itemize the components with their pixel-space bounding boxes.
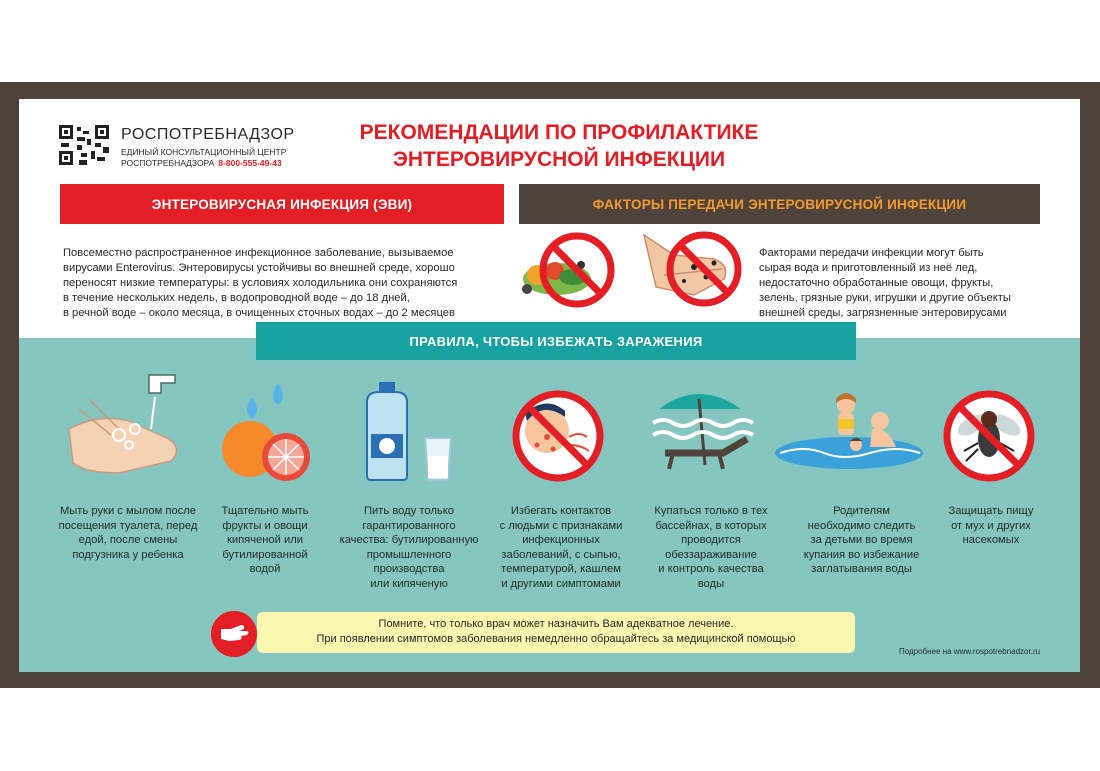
rule-item-flies bbox=[931, 504, 1051, 548]
org-phone: 8-800-555-49-43 bbox=[218, 158, 282, 168]
evi-line: Повсеместно распространенное инфекционное заболевание, вызываемое bbox=[63, 247, 454, 259]
rule-item-hands bbox=[43, 504, 213, 562]
org-name: РОСПОТРЕБНАДЗОР bbox=[121, 126, 295, 143]
factors-line: зелень, грязные руки, игрушки и другие объекты bbox=[759, 292, 1011, 304]
qr-code-icon bbox=[59, 125, 109, 165]
rule-line: водой bbox=[249, 563, 281, 575]
rule-line: и другими симптомами bbox=[501, 577, 621, 590]
factors-line: недостаточно обработанные овощи, фрукты, bbox=[759, 277, 994, 289]
rule-item-fruits bbox=[199, 504, 331, 577]
factors-description bbox=[759, 246, 1059, 321]
rule-line: инфекционных bbox=[522, 534, 600, 546]
rule-line: промышленного bbox=[366, 548, 452, 561]
rule-line: от мух и других bbox=[951, 519, 1031, 532]
rule-line: с людьми с признаками bbox=[499, 519, 623, 532]
rule-line: Тщательно мыть bbox=[221, 505, 309, 517]
poster bbox=[19, 99, 1080, 672]
rule-line: температурой, кашлем bbox=[501, 563, 621, 575]
evi-line: переносят низкие температуры: в условиях холодильника они сохраняются bbox=[63, 277, 458, 289]
footer-link: Подробнее на www.rospotrebnadzor.ru bbox=[899, 647, 1041, 656]
no-dirty-vegetables-icon bbox=[515, 227, 627, 313]
org-subtitle-2 bbox=[121, 158, 282, 168]
factors-line: Факторами передачи инфекции могут быть bbox=[759, 247, 984, 259]
rule-line: за детьми во время bbox=[810, 534, 913, 546]
evi-line: в течение нескольких недель, в водопроводной воде – до 18 дней, bbox=[63, 292, 410, 304]
rule-line: воды bbox=[697, 577, 725, 590]
rule-item-water bbox=[329, 504, 489, 591]
rule-line: производства bbox=[373, 563, 445, 575]
rule-line: бассейнах, в которых bbox=[655, 519, 767, 532]
rules-heading: ПРАВИЛА, ЧТОБЫ ИЗБЕЖАТЬ ЗАРАЖЕНИЯ bbox=[256, 322, 856, 360]
title-line-1: РЕКОМЕНДАЦИИ ПО ПРОФИЛАКТИКЕ bbox=[359, 121, 759, 144]
rule-line: бутилированной bbox=[222, 548, 308, 561]
evi-line: в речной воде – около месяца, в очищенных сточных водах – до 2 месяцев bbox=[63, 307, 455, 319]
rule-line: заглатывания воды bbox=[811, 563, 912, 575]
evi-heading: ЭНТЕРОВИРУСНАЯ ИНФЕКЦИЯ (ЭВИ) bbox=[60, 184, 504, 224]
rule-line: посещения туалета, перед bbox=[58, 519, 198, 532]
pointing-hand-icon bbox=[211, 611, 257, 657]
evi-line: вирусами Enterovirus. Энтеровирусы устойчивы во внешней среде, хорошо bbox=[63, 262, 455, 274]
rule-line: качества: бутилированную bbox=[339, 534, 479, 546]
rule-line: проводится bbox=[681, 534, 741, 546]
rule-line: или кипяченую bbox=[370, 577, 448, 590]
note-line-1: Помните, что только врач может назначить Вам адекватное лечение. bbox=[378, 618, 734, 630]
page-title bbox=[349, 119, 769, 173]
rule-line: гарантированного bbox=[362, 519, 456, 532]
rule-line: кипяченой или bbox=[226, 534, 304, 546]
rule-item-children bbox=[789, 504, 934, 577]
rule-line: подгузника у ребенка bbox=[72, 548, 184, 561]
rule-line: необходимо следить bbox=[807, 519, 916, 532]
rule-line: Пить воду только bbox=[364, 505, 454, 517]
fruits-water-icon bbox=[212, 379, 322, 484]
doctor-note bbox=[257, 612, 855, 653]
rule-line: Избегать контактов bbox=[510, 505, 612, 517]
bottled-water-icon bbox=[359, 382, 459, 482]
no-flies-icon bbox=[934, 387, 1044, 485]
rule-line: едой, после смены bbox=[78, 534, 178, 546]
pool-icon bbox=[649, 379, 761, 479]
org-subtitle: ЕДИНЫЙ КОНСУЛЬТАЦИОННЫЙ ЦЕНТР bbox=[121, 147, 287, 157]
factors-line: сырая вода и приготовленный из неё лед, bbox=[759, 262, 978, 274]
hand-washing-icon bbox=[59, 369, 194, 489]
children-swimming-icon bbox=[774, 381, 924, 481]
rule-line: Купаться только в тех bbox=[654, 505, 768, 517]
rule-item-pools bbox=[636, 504, 786, 591]
note-line-2: При появлении симптомов заболевания немедленно обращайтесь за медицинской помощью bbox=[316, 633, 796, 645]
factors-line: внешней среды, загрязненные энтеровирусами bbox=[759, 307, 1007, 319]
rule-line: насекомых bbox=[962, 534, 1020, 546]
org-subtitle-text: РОСПОТРЕБНАДЗОРА bbox=[121, 158, 215, 168]
rule-item-contacts bbox=[481, 504, 641, 591]
rule-line: обеззараживание bbox=[665, 548, 757, 561]
factors-heading: ФАКТОРЫ ПЕРЕДАЧИ ЭНТЕРОВИРУСНОЙ ИНФЕКЦИИ bbox=[519, 184, 1040, 224]
rule-line: фрукты и овощи bbox=[222, 519, 308, 532]
rule-line: Мыть руки с мылом после bbox=[59, 505, 197, 517]
evi-description bbox=[63, 246, 511, 321]
no-sick-contact-icon bbox=[507, 387, 609, 485]
no-dirty-hands-icon bbox=[634, 225, 746, 313]
rule-line: и контроль качества bbox=[658, 563, 764, 575]
title-line-2: ЭНТЕРОВИРУСНОЙ ИНФЕКЦИИ bbox=[392, 148, 726, 171]
rule-line: Защищать пищу bbox=[948, 505, 1034, 517]
rule-line: заболеваний, с сыпью, bbox=[501, 548, 621, 561]
rule-line: Родителям bbox=[833, 505, 890, 517]
rule-line: купания во избежание bbox=[803, 548, 920, 561]
